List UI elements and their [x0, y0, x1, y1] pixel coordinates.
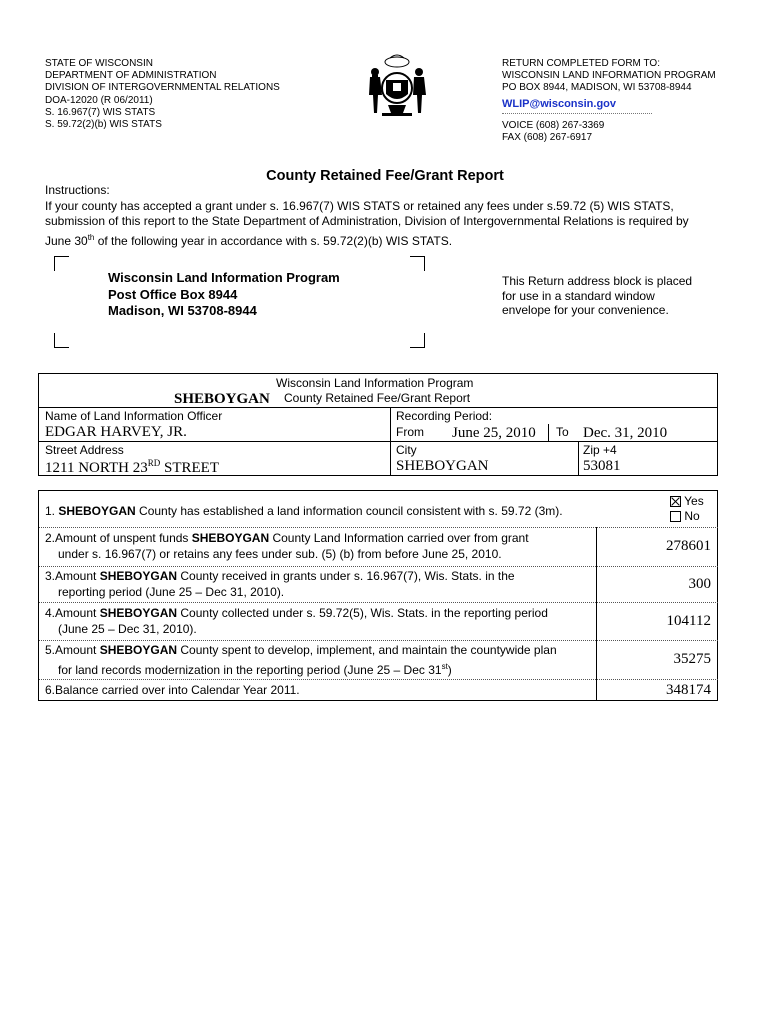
from-date[interactable]: June 25, 2010 — [452, 425, 536, 441]
header-line: S. 59.72(2)(b) WIS STATS — [45, 119, 162, 131]
q3-text: 3.Amount — [45, 569, 100, 583]
instructions — [45, 183, 735, 249]
envelope-note — [502, 274, 692, 318]
question-3 — [45, 569, 515, 600]
street-value[interactable] — [45, 458, 219, 477]
city-label: City — [396, 443, 417, 457]
page-title: County Retained Fee/Grant Report — [266, 168, 504, 184]
return-po: PO BOX 8944, MADISON, WI 53708-8944 — [502, 82, 692, 94]
q3-county: SHEBOYGAN — [99, 569, 178, 583]
to-label: To — [556, 425, 569, 439]
envelope-corner — [410, 256, 425, 271]
address-line: Madison, WI 53708-8944 — [108, 303, 257, 318]
envelope-corner — [54, 256, 69, 271]
header-line: DEPARTMENT OF ADMINISTRATION — [45, 70, 217, 82]
q4-text: 4.Amount — [45, 606, 100, 620]
q5-text: 5.Amount — [45, 643, 100, 657]
return-address-header — [502, 58, 716, 144]
fax-number: FAX (608) 267-6917 — [502, 132, 593, 144]
instructions-line: of the following year in accordance with s. 59.72(2)(b) WIS STATS. — [94, 233, 453, 248]
note-line: envelope for your convenience. — [502, 303, 669, 317]
question-4 — [45, 606, 548, 637]
divider — [38, 407, 718, 408]
address-line: Post Office Box 8944 — [108, 286, 238, 302]
instructions-label: Instructions: — [45, 183, 110, 197]
report-title: County Retained Fee/Grant Report — [284, 391, 471, 405]
divider — [596, 527, 597, 700]
header-line: STATE OF WISCONSIN — [45, 58, 153, 69]
q3-value[interactable]: 300 — [688, 576, 711, 592]
q5-text: ) — [447, 662, 452, 677]
divider — [39, 602, 718, 603]
mailing-address — [108, 270, 340, 320]
agency-header — [45, 58, 280, 131]
divider — [39, 527, 718, 528]
zip-label: Zip +4 — [583, 443, 617, 457]
address-line: Wisconsin Land Information Program — [108, 270, 340, 285]
q1-text: County has established a land information council consistent with s. 59.72 (3m). — [135, 504, 563, 518]
instructions-date: June 30 — [45, 233, 88, 248]
divider — [39, 679, 718, 680]
divider — [578, 441, 579, 476]
yes-option[interactable] — [670, 494, 704, 508]
program-name: Wisconsin Land Information Program — [276, 376, 474, 390]
q4-value[interactable]: 104112 — [666, 613, 711, 629]
question-6: 6.Balance carried over into Calendar Year 2011. — [45, 683, 300, 697]
divider — [502, 113, 652, 114]
q4-text: (June 25 – Dec 31, 2010). — [58, 621, 197, 636]
q4-county: SHEBOYGAN — [99, 606, 178, 620]
divider — [39, 566, 718, 567]
q5-county: SHEBOYGAN — [99, 643, 178, 657]
officer-value[interactable]: EDGAR HARVEY, JR. — [45, 424, 187, 440]
yes-label: Yes — [684, 494, 704, 508]
return-org: WISCONSIN LAND INFORMATION PROGRAM — [502, 70, 716, 82]
envelope-corner — [54, 333, 69, 348]
return-title: RETURN COMPLETED FORM TO: — [502, 58, 660, 69]
q5-sup: st — [441, 661, 448, 671]
to-date[interactable]: Dec. 31, 2010 — [583, 425, 668, 441]
instructions-line: If your county has accepted a grant under s. 16.967(7) WIS STATS or retained any fees under s.59.72 (5) WIS STATS, — [45, 198, 674, 213]
zip-value[interactable]: 53081 — [583, 458, 621, 474]
period-label: Recording Period: — [396, 409, 493, 423]
email-link[interactable]: WLIP@wisconsin.gov — [502, 97, 617, 110]
q3-text: reporting period (June 25 – Dec 31, 2010). — [58, 584, 285, 599]
q2-county: SHEBOYGAN — [191, 531, 270, 545]
q4-text: County collected under s. 59.72(5), Wis. Stats. in the reporting period — [177, 606, 548, 620]
divider — [39, 640, 718, 641]
city-value[interactable]: SHEBOYGAN — [396, 458, 489, 474]
envelope-corner — [410, 333, 425, 348]
no-option[interactable] — [670, 509, 700, 523]
q5-value[interactable]: 35275 — [673, 651, 711, 667]
street-number: 1211 NORTH 23 — [45, 460, 148, 476]
instructions-line: submission of this report to the State Department of Administration, Division of Intergovernmental Relations is required by — [45, 214, 689, 228]
header-line: S. 16.967(7) WIS STATS — [45, 106, 156, 118]
q1-number: 1. — [45, 504, 59, 518]
q3-text: County received in grants under s. 16.967(7), Wis. Stats. in the — [177, 569, 515, 583]
q6-value[interactable]: 348174 — [666, 682, 711, 698]
q2-text: 2.Amount of unspent funds — [45, 531, 192, 545]
officer-label: Name of Land Information Officer — [45, 409, 223, 423]
q1-county: SHEBOYGAN — [58, 504, 136, 518]
voice-number: VOICE (608) 267-3369 — [502, 119, 605, 131]
question-1 — [45, 504, 563, 520]
divider — [390, 407, 391, 476]
note-line: This Return address block is placed — [502, 274, 693, 288]
divider — [548, 424, 549, 441]
street-name: STREET — [160, 460, 219, 476]
q5-text: for land records modernization in the reporting period (June 25 – Dec 31 — [58, 662, 442, 677]
q2-text: County Land Information carried over from grant — [269, 531, 529, 545]
question-2 — [45, 531, 529, 562]
no-label: No — [684, 509, 700, 523]
q2-text: under s. 16.967(7) or retains any fees under sub. (5) (b) from before June 25, 2010. — [58, 546, 502, 561]
from-label: From — [396, 425, 424, 439]
street-label: Street Address — [45, 443, 124, 457]
note-line: for use in a standard window — [502, 288, 655, 303]
yes-checkbox[interactable] — [670, 496, 681, 507]
county-name: SHEBOYGAN — [174, 391, 270, 407]
street-sup: RD — [147, 458, 161, 468]
instructions-sup: th — [87, 232, 95, 242]
header-line: DIVISION OF INTERGOVERNMENTAL RELATIONS — [45, 82, 280, 94]
header-line: DOA-12020 (R 06/2011) — [45, 94, 153, 106]
q2-value[interactable]: 278601 — [666, 538, 711, 554]
no-checkbox[interactable] — [670, 511, 681, 522]
q5-text: County spent to develop, implement, and maintain the countywide plan — [177, 643, 557, 657]
question-5 — [45, 643, 557, 678]
state-seal-icon — [360, 50, 434, 118]
